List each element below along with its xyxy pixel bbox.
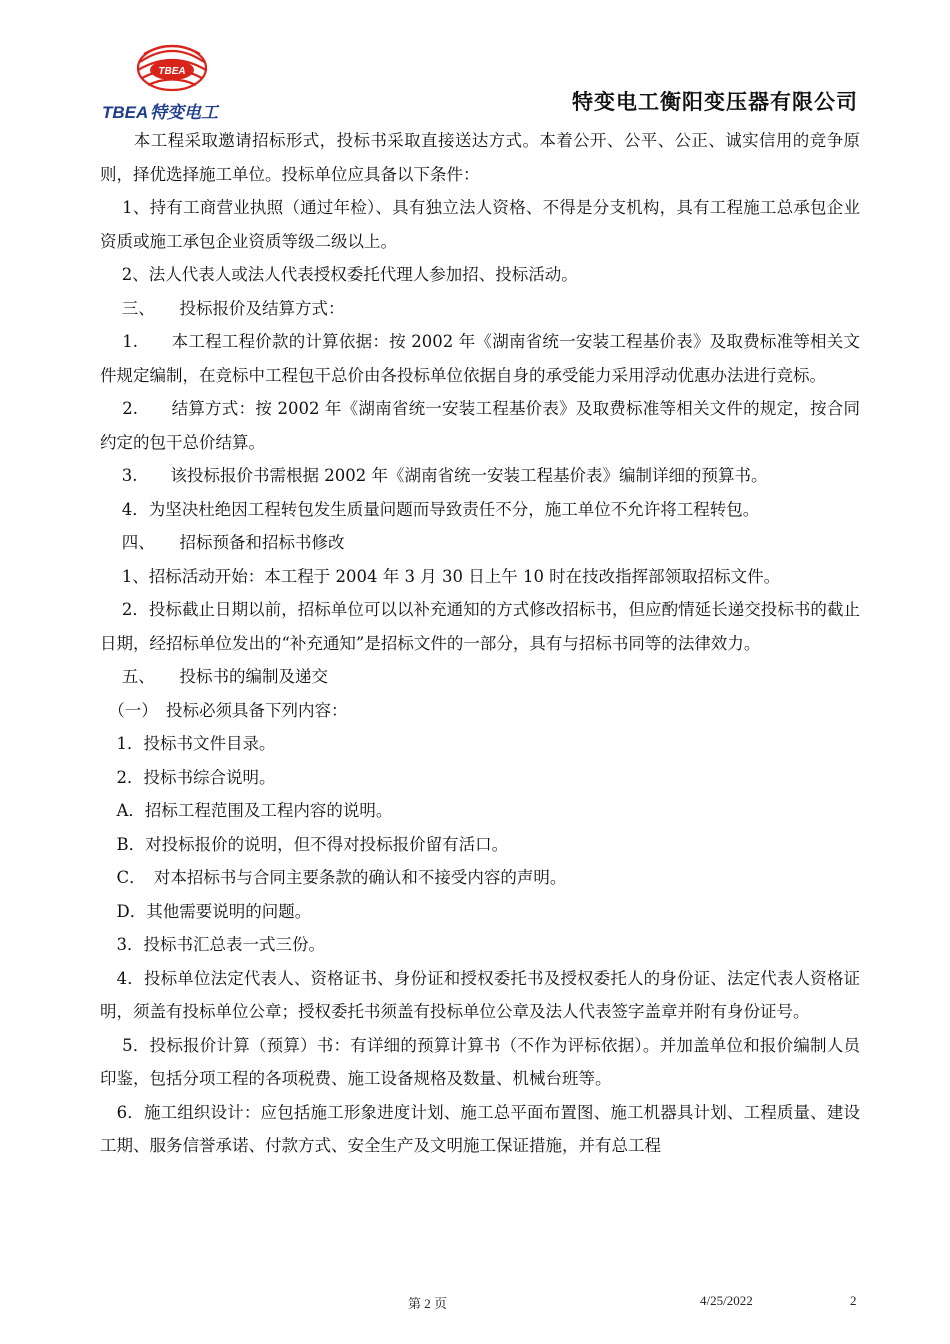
section-heading-5: 五、 投标书的编制及递交 [100, 667, 328, 686]
paragraph-pricing-1: 1. 本工程工程价款的计算依据：按 2002 年《湖南省统一安装工程基价表》及取费标准等相关文件规定编制，在竞标中工程包干总价由各投标单位依据自身的承受能力采用浮动优惠办法进行竞标。 [100, 332, 860, 385]
list-item: C． 对本招标书与合同主要条款的确认和不接受内容的声明。 [100, 868, 567, 887]
paragraph-pricing-4: 4．为坚决杜绝因工程转包发生质量问题而导致责任不分，施工单位不允许将工程转包。 [100, 499, 760, 519]
svg-text:特变电工: 特变电工 [150, 103, 218, 123]
paragraph-prep-1: 1、招标活动开始：本工程于 2004 年 3 月 30 日上午 10 时在技改指挥部领取招标文件。 [100, 566, 781, 586]
tbea-logo-icon [100, 40, 250, 124]
paragraph-pricing-3: 3. 该投标报价书需根据 2002 年《湖南省统一安装工程基价表》编制详细的预算书。 [100, 466, 768, 485]
list-item: D．其他需要说明的问题。 [100, 901, 312, 921]
list-item: B．对投标报价的说明，但不得对投标报价留有活口。 [100, 834, 509, 854]
paragraph-condition-1: 1、持有工商营业执照（通过年检）、具有独立法人资格、不得是分支机构，具有工程施工总承包企业资质或施工承包企业资质等级二级以上。 [100, 198, 860, 251]
paragraph-condition-2: 2、法人代表人或法人代表授权委托代理人参加招、投标活动。 [100, 265, 578, 284]
paragraph-intro: 本工程采取邀请招标形式，投标书采取直接送达方式。本着公开、公平、公正、诚实信用的竞争原则，择优选择施工单位。投标单位应具备以下条件： [100, 131, 860, 184]
subsection-heading-1: （一） 投标必须具备下列内容： [100, 700, 348, 720]
section-heading-3: 三、 投标报价及结算方式： [100, 298, 345, 318]
paragraph-pricing-2: 2. 结算方式：按 2002 年《湖南省统一安装工程基价表》及取费标准等相关文件的规定，按合同约定的包干总价结算。 [100, 399, 860, 452]
svg-text:TBEA: TBEA [102, 103, 149, 122]
list-item: 4．投标单位法定代表人、资格证书、身份证和授权委托书及授权委托人的身份证、法定代表人资格证明，须盖有投标单位公章；授权委托书须盖有投标单位公章及法人代表签字盖章并附有身份证号。 [100, 968, 860, 1021]
section-heading-4: 四、 招标预备和招标书修改 [100, 533, 345, 552]
list-item: 5．投标报价计算（预算）书：有详细的预算计算书（不作为评标依据）。并加盖单位和报价编制人员印鉴，包括分项工程的各项税费、施工设备规格及数量、机械台班等。 [100, 1035, 860, 1088]
document-body [100, 124, 860, 1163]
list-item: 6．施工组织设计：应包括施工形象进度计划、施工总平面布置图、施工机器具计划、工程质量、建设工期、服务信誉承诺、付款方式、安全生产及文明施工保证措施，并有总工程 [100, 1102, 860, 1155]
list-item: 2．投标书综合说明。 [100, 767, 276, 787]
company-logo [100, 40, 250, 124]
company-name: 特变电工衡阳变压器有限公司 [572, 90, 858, 114]
list-item: 1．投标书文件目录。 [100, 734, 276, 753]
list-item: 3．投标书汇总表一式三份。 [100, 935, 325, 954]
footer-page-label: 第 2 页 [408, 1296, 448, 1311]
footer-date: 4/25/2022 [700, 1293, 753, 1308]
paragraph-prep-2: 2．投标截止日期以前，招标单位可以以补充通知的方式修改招标书，但应酌情延长递交投标书的截止日期，经招标单位发出的“补充通知”是招标文件的一部分，具有与招标书同等的法律效力。 [100, 600, 860, 653]
footer-page-number: 2 [850, 1293, 857, 1308]
svg-text:TBEA: TBEA [158, 66, 186, 77]
list-item: A．招标工程范围及工程内容的说明。 [100, 801, 393, 820]
